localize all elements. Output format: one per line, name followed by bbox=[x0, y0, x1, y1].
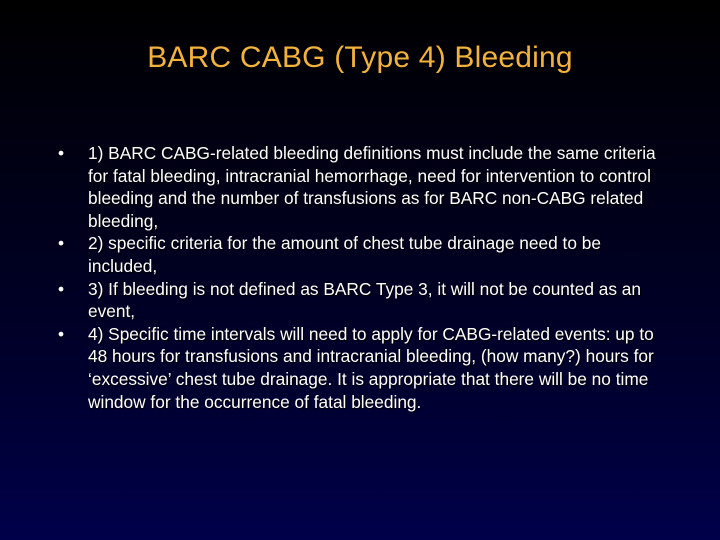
bullet-text-4: 4) Specific time intervals will need to apply for CABG-related events: up to 48 hours for transfusions and intracranial bleeding, (how many?) hours for ‘excessive’ chest tube drainage. It is appropriate that there will be no time window for the occurrence of fatal bleeding. bbox=[88, 323, 654, 412]
bullet-list bbox=[58, 142, 670, 413]
bullet-icon: • bbox=[58, 143, 65, 163]
bullet-icon: • bbox=[58, 278, 65, 299]
bullet-item-3 bbox=[58, 278, 670, 323]
bullet-icon: • bbox=[58, 323, 65, 344]
slide-title: BARC CABG (Type 4) Bleeding bbox=[147, 41, 573, 74]
bullet-icon: • bbox=[58, 233, 65, 254]
bullet-text-3: 3) If bleeding is not defined as BARC Type 3, it will not be counted as an event, bbox=[88, 278, 642, 322]
bullet-text-1: 1) BARC CABG-related bleeding definitions must include the same criteria for fatal bleeding, intracranial hemorrhage, need for intervention to control bleeding and the number of transfusions as for BARC non-CABG related bleeding, bbox=[88, 143, 656, 231]
bullet-item-1 bbox=[58, 142, 670, 232]
bullet-item-2 bbox=[58, 232, 670, 277]
bullet-text-2: 2) specific criteria for the amount of chest tube drainage need to be included, bbox=[88, 233, 601, 276]
bullet-item-4 bbox=[58, 323, 670, 413]
